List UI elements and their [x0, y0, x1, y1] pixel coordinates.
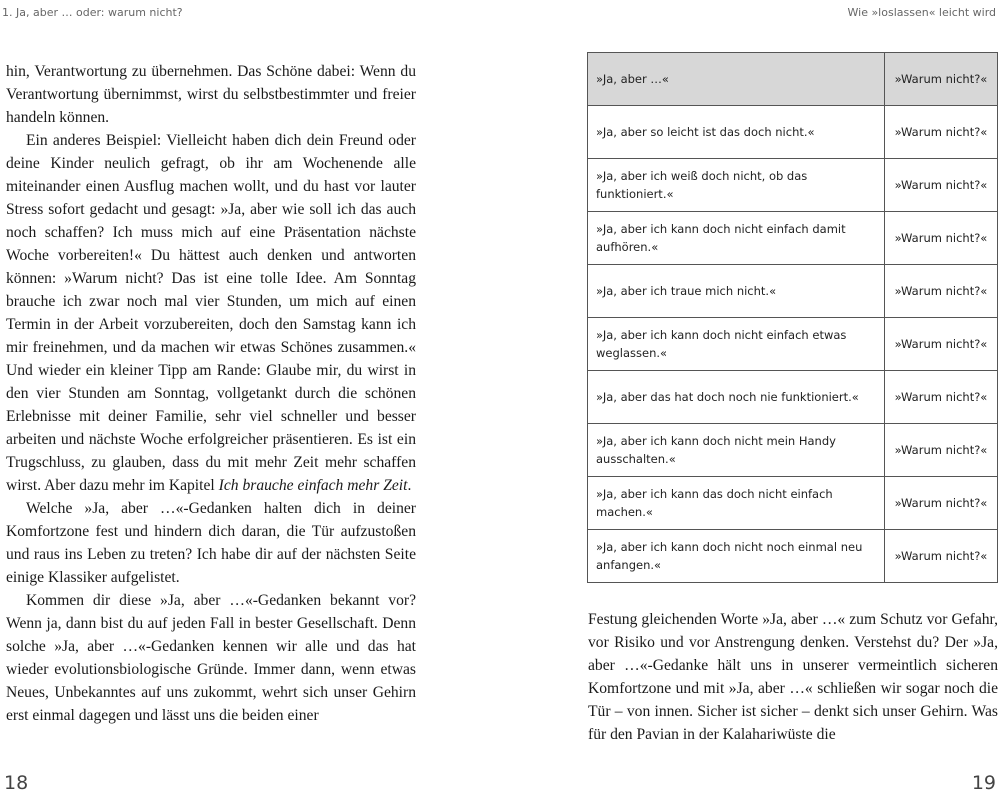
running-header-chapter: 1. Ja, aber … oder: warum nicht? — [2, 6, 183, 19]
table-cell: »Ja, aber ich traue mich nicht.« — [588, 265, 885, 318]
table-row — [588, 159, 998, 212]
table-cell: »Warum nicht?« — [885, 318, 998, 371]
right-page-text — [588, 608, 998, 746]
table-cell: »Ja, aber ich kann doch nicht noch einmal neu anfangen.« — [588, 530, 885, 583]
table-header-row — [588, 53, 998, 106]
table-row — [588, 424, 998, 477]
page-number-right: 19 — [971, 772, 996, 794]
table-cell: »Warum nicht?« — [885, 159, 998, 212]
table-cell: »Ja, aber ich kann doch nicht einfach damit aufhören.« — [588, 212, 885, 265]
paragraph — [6, 129, 416, 497]
table-cell: »Ja, aber so leicht ist das doch nicht.« — [588, 106, 885, 159]
ja-aber-table — [587, 52, 998, 583]
table-row — [588, 477, 998, 530]
table-cell: »Ja, aber das hat doch noch nie funktioniert.« — [588, 371, 885, 424]
table-cell: »Warum nicht?« — [885, 424, 998, 477]
table-cell: »Warum nicht?« — [885, 212, 998, 265]
column-header: »Ja, aber …« — [588, 53, 885, 106]
paragraph: hin, Verantwortung zu übernehmen. Das Schöne dabei: Wenn du Verantwortung übernimmst, wirst du selbstbestimmter und freier handeln können. — [6, 63, 416, 126]
table-cell: »Warum nicht?« — [885, 265, 998, 318]
chapter-reference: Ich brauche einfach mehr Zeit — [218, 477, 408, 494]
left-page-text — [6, 60, 416, 727]
table-row — [588, 265, 998, 318]
column-header: »Warum nicht?« — [885, 53, 998, 106]
table-row — [588, 530, 998, 583]
table-cell: »Warum nicht?« — [885, 106, 998, 159]
paragraph: Welche »Ja, aber …«-Gedanken halten dich in deiner Komfortzone fest und hindern dich daran, die Tür aufzustoßen und raus ins Leben zu treten? Ich habe dir auf der nächsten Seite einige Klassiker aufgelistet. — [6, 500, 416, 586]
table-cell: »Ja, aber ich kann doch nicht mein Handy ausschalten.« — [588, 424, 885, 477]
table-cell: »Warum nicht?« — [885, 530, 998, 583]
table-row — [588, 318, 998, 371]
table-cell: »Warum nicht?« — [885, 477, 998, 530]
table-cell: »Ja, aber ich weiß doch nicht, ob das funktioniert.« — [588, 159, 885, 212]
punctuation: . — [407, 477, 412, 494]
table-cell: »Ja, aber ich kann doch nicht einfach etwas weglassen.« — [588, 318, 885, 371]
table-cell: »Warum nicht?« — [885, 371, 998, 424]
paragraph-text: Ein anderes Beispiel: Vielleicht haben dich dein Freund oder deine Kinder neulich gefragt, ob ihr am Wochenende alle miteinander einen Ausflug machen wollt, und du hast vor lauter Stress sofort gedacht und gesagt: »Ja, aber wie soll ich das auch noch schaffen? Ich muss mich auf eine Präsentation nächste Woche vorbereiten!« Du hättest auch denken und antworten können: »Warum nicht? Das ist eine tolle Idee. Am Sonntag brauche ich zwar noch mal vier Stunden, um mich auf einen Termin in der Arbeit vorzubereiten, doch den Samstag kann ich mir freinehmen, und da machen wir etwas Schönes zusammen.« Und wieder ein kleiner Tipp am Rande: Glaube mir, du wirst in den vier Stunden am Sonntag, vollgetankt durch die schönen Erlebnisse mit deiner Familie, sehr viel schneller und besser arbeiten und nächste Woche erfolgreicher präsentieren. Es ist ein Trugschluss, zu glauben, dass du mit mehr Zeit mehr schaffen wirst. Aber dazu mehr im Kapitel — [6, 132, 416, 494]
paragraph: Kommen dir diese »Ja, aber …«-Gedanken bekannt vor? Wenn ja, dann bist du auf jeden Fall in bester Gesellschaft. Denn solche »Ja, aber …«-Gedanken kennen wir alle und das hat wieder evolutionsbiologische Gründe. Immer dann, wenn etwas Neues, Unbekanntes auf uns zukommt, wehrt sich unser Gehirn erst einmal dagegen und lässt uns die beiden einer — [6, 592, 416, 724]
table-row — [588, 212, 998, 265]
running-header-section: Wie »loslassen« leicht wird — [847, 6, 996, 19]
table-cell: »Ja, aber ich kann das doch nicht einfach machen.« — [588, 477, 885, 530]
table-row — [588, 106, 998, 159]
page-number-left: 18 — [4, 772, 29, 794]
paragraph: Festung gleichenden Worte »Ja, aber …« zum Schutz vor Gefahr, vor Risiko und vor Anstrengung denken. Verstehst du? Der »Ja, aber …«-Gedanke hält uns in unserer vermeintlich sicheren Komfortzone und mit »Ja, aber …« schließen wir sogar noch die Tür – von innen. Sicher ist sicher – denkt sich unser Gehirn. Was für den Pavian in der Kalahariwüste die — [588, 611, 998, 743]
table-row — [588, 371, 998, 424]
